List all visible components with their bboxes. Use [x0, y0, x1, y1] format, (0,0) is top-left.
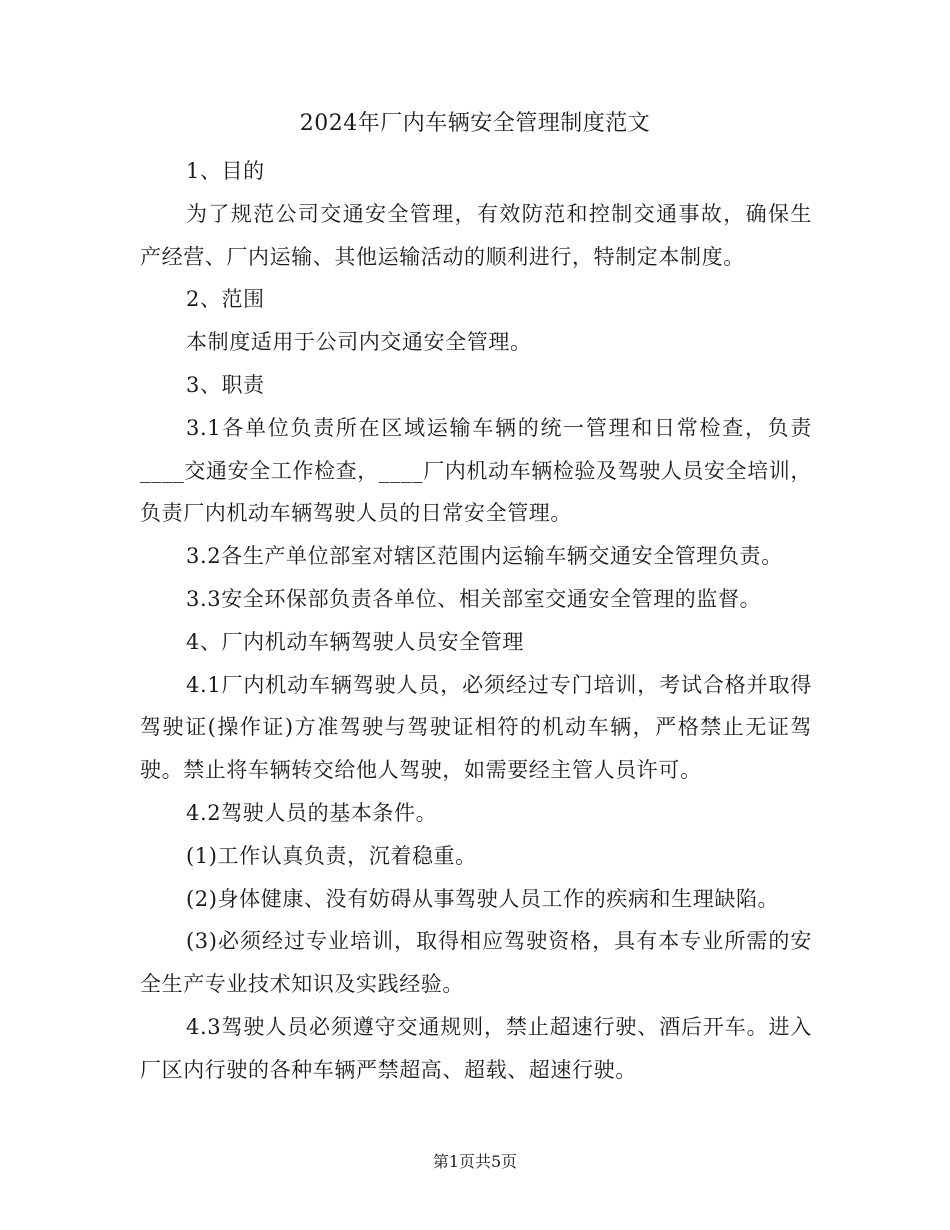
document-body: [140, 150, 812, 1092]
paragraph: 3.1各单位负责所在区域运输车辆的统一管理和日常检查，负责____交通安全工作检查，____厂内机动车辆检验及驾驶人员安全培训，负责厂内机动车辆驾驶人员的日常安全管理。: [140, 415, 812, 526]
paragraph: 3.2各生产单位部室对辖区范围内运输车辆交通安全管理负责。: [186, 544, 783, 569]
page-number: 第1页共5页: [432, 1152, 518, 1171]
paragraph: 3.3安全环保部负责各单位、相关部室交通安全管理的监督。: [186, 586, 762, 611]
paragraph: (2)身体健康、没有妨碍从事驾驶人员工作的疾病和生理缺陷。: [186, 886, 780, 911]
paragraph: 4.2驾驶人员的基本条件。: [186, 800, 438, 825]
paragraph: (3)必须经过专业培训，取得相应驾驶资格，具有本专业所需的安全生产专业技术知识及实践经验。: [140, 929, 812, 997]
paragraph: 4.1厂内机动车辆驾驶人员，必须经过专门培训，考试合格并取得驾驶证(操作证)方准驾驶与驾驶证相符的机动车辆，严格禁止无证驾驶。禁止将车辆转交给他人驾驶，如需要经主管人员许可。: [140, 672, 812, 783]
paragraph: 本制度适用于公司内交通安全管理。: [186, 330, 532, 355]
paragraph: 为了规范公司交通安全管理，有效防范和控制交通事故，确保生产经营、厂内运输、其他运输活动的顺利进行，特制定本制度。: [140, 201, 812, 269]
document-title: 2024年厂内车辆安全管理制度范文: [299, 111, 651, 136]
paragraph: 4、厂内机动车辆驾驶人员安全管理: [186, 629, 524, 654]
paragraph: 4.3驾驶人员必须遵守交通规则，禁止超速行驶、酒后开车。进入厂区内行驶的各种车辆严禁超高、超载、超速行驶。: [140, 1014, 812, 1082]
paragraph: 3、职责: [186, 372, 265, 397]
paragraph: (1)工作认真负责，沉着稳重。: [186, 843, 477, 868]
paragraph: 2、范围: [186, 287, 265, 312]
paragraph: 1、目的: [186, 159, 265, 183]
